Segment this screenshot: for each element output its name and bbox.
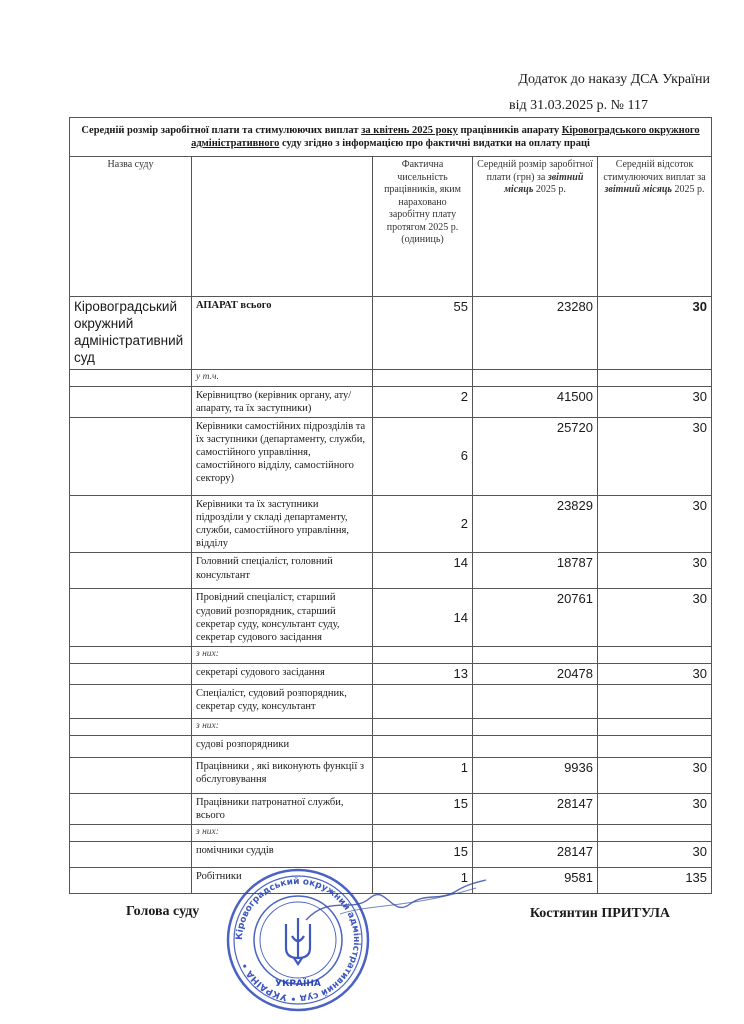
row-salary: 41500 bbox=[473, 386, 598, 417]
salary-table bbox=[69, 117, 712, 894]
table-row bbox=[70, 719, 712, 736]
row-percent: 30 bbox=[598, 297, 712, 370]
row-label: Спеціаліст, судовий розпорядник, секретар суду, консультант bbox=[192, 685, 373, 719]
seal-bottom: УКРАЇНА bbox=[275, 979, 321, 989]
col-header-percent bbox=[598, 157, 712, 297]
salary-header-b: звітний місяць bbox=[504, 171, 584, 196]
percent-header-c: 2025 р. bbox=[671, 184, 705, 196]
row-count: 55 bbox=[373, 297, 473, 370]
row-label: АПАРАТ всього bbox=[192, 297, 373, 370]
table-title-row bbox=[70, 118, 712, 157]
title-court: Кіровоградського окружного адміністративного bbox=[191, 125, 700, 150]
order-date-line: від 31.03.2025 р. № 117 bbox=[509, 98, 648, 113]
table-row bbox=[70, 825, 712, 842]
row-percent: 30 bbox=[598, 495, 712, 553]
table-row bbox=[70, 842, 712, 868]
row-label: з них: bbox=[192, 646, 373, 663]
row-count: 14 bbox=[373, 553, 473, 589]
row-count: 6 bbox=[373, 417, 473, 495]
title-text-1: Середній розмір заробітної плати та стимулюючих виплат bbox=[81, 125, 362, 136]
row-label: Керівництво (керівник органу, ату/апарату, та їх заступники) bbox=[192, 386, 373, 417]
row-percent: 30 bbox=[598, 793, 712, 824]
table-row bbox=[70, 589, 712, 647]
row-salary: 20761 bbox=[473, 589, 598, 647]
row-salary: 28147 bbox=[473, 793, 598, 824]
table-row bbox=[70, 495, 712, 553]
signatory-name: Костянтин ПРИТУЛА bbox=[529, 906, 670, 921]
row-percent: 30 bbox=[598, 417, 712, 495]
row-percent: 30 bbox=[598, 589, 712, 647]
table-row bbox=[70, 297, 712, 370]
table-row bbox=[70, 685, 712, 719]
row-salary: 23280 bbox=[473, 297, 598, 370]
row-label: Працівники , які виконують функції з обслуговування bbox=[192, 757, 373, 793]
table-title bbox=[70, 118, 712, 157]
row-label: у т.ч. bbox=[192, 369, 373, 386]
row-count: 1 bbox=[373, 757, 473, 793]
row-salary: 25720 bbox=[473, 417, 598, 495]
table-row bbox=[70, 663, 712, 684]
signature bbox=[300, 874, 490, 934]
col-header-court: Назва суду bbox=[70, 157, 192, 297]
row-label: помічники суддів bbox=[192, 842, 373, 868]
row-label: з них: bbox=[192, 719, 373, 736]
row-label: Керівники та їх заступники підрозділи у складі департаменту, служби, самостійного управління, відділу bbox=[192, 495, 373, 553]
row-label: Робітники bbox=[192, 868, 373, 894]
table-row bbox=[70, 735, 712, 757]
title-text-3: суду згідно з інформацією про фактичні видатки на оплату праці bbox=[279, 138, 590, 150]
table-row bbox=[70, 553, 712, 589]
row-count: 2 bbox=[373, 386, 473, 417]
salary-header-c: 2025 р. bbox=[533, 184, 566, 196]
col-header-salary bbox=[473, 157, 598, 297]
row-count: 14 bbox=[373, 589, 473, 647]
court-name: Кіровоградський окружний адміністративний суд bbox=[70, 297, 192, 370]
row-count: 13 bbox=[373, 663, 473, 684]
table-row bbox=[70, 369, 712, 386]
salary-header-a: Середній розмір заробітної плати (грн) за bbox=[477, 159, 593, 183]
row-percent: 30 bbox=[598, 386, 712, 417]
row-label: Керівники самостійних підрозділів та їх заступники (департаменту, служби, самостійного управління, самостійного відділу, самостійного сектору) bbox=[192, 417, 373, 495]
table-row bbox=[70, 793, 712, 824]
table-row bbox=[70, 417, 712, 495]
row-label: судові розпорядники bbox=[192, 735, 373, 757]
row-percent: 30 bbox=[598, 553, 712, 589]
col-header-count: Фактична чисельність працівників, яким нараховано заробітну плату протягом 2025 р. (одиниць) bbox=[373, 157, 473, 297]
row-label: Головний спеціаліст, головний консультант bbox=[192, 553, 373, 589]
col-header-blank bbox=[192, 157, 373, 297]
row-percent: 30 bbox=[598, 842, 712, 868]
row-salary: 23829 bbox=[473, 495, 598, 553]
row-percent: 30 bbox=[598, 757, 712, 793]
row-percent: 30 bbox=[598, 663, 712, 684]
row-label: Провідний спеціаліст, старший судовий розпорядник, старший секретар суду, консультант суду, секретар судового засідання bbox=[192, 589, 373, 647]
percent-header-b: звітний місяць bbox=[604, 184, 672, 196]
title-text-2: працівників апарату bbox=[457, 125, 562, 136]
row-salary: 18787 bbox=[473, 553, 598, 589]
svg-text:Кіровоградський окружний адмін: Кіровоградський окружний адміністративний суд • УКРАЇНА • bbox=[234, 876, 362, 1004]
percent-header-a: Середній відсоток стимулюючих виплат за bbox=[603, 159, 706, 183]
row-count: 15 bbox=[373, 793, 473, 824]
row-count: 1 bbox=[373, 868, 473, 894]
row-percent: 135 bbox=[598, 868, 712, 894]
title-period: за квітень 2025 року bbox=[361, 125, 458, 136]
table-row bbox=[70, 386, 712, 417]
row-label: з них: bbox=[192, 825, 373, 842]
head-of-court-label: Голова суду bbox=[126, 904, 200, 919]
order-annex-line: Додаток до наказу ДСА України bbox=[518, 72, 710, 87]
row-salary: 9581 bbox=[473, 868, 598, 894]
row-label: секретарі судового засідання bbox=[192, 663, 373, 684]
row-count: 2 bbox=[373, 495, 473, 553]
table-row bbox=[70, 757, 712, 793]
row-count: 15 bbox=[373, 842, 473, 868]
table-header-row bbox=[70, 157, 712, 297]
row-label: Працівники патронатної служби, всього bbox=[192, 793, 373, 824]
row-salary: 9936 bbox=[473, 757, 598, 793]
row-salary: 20478 bbox=[473, 663, 598, 684]
table-row bbox=[70, 646, 712, 663]
row-salary: 28147 bbox=[473, 842, 598, 868]
